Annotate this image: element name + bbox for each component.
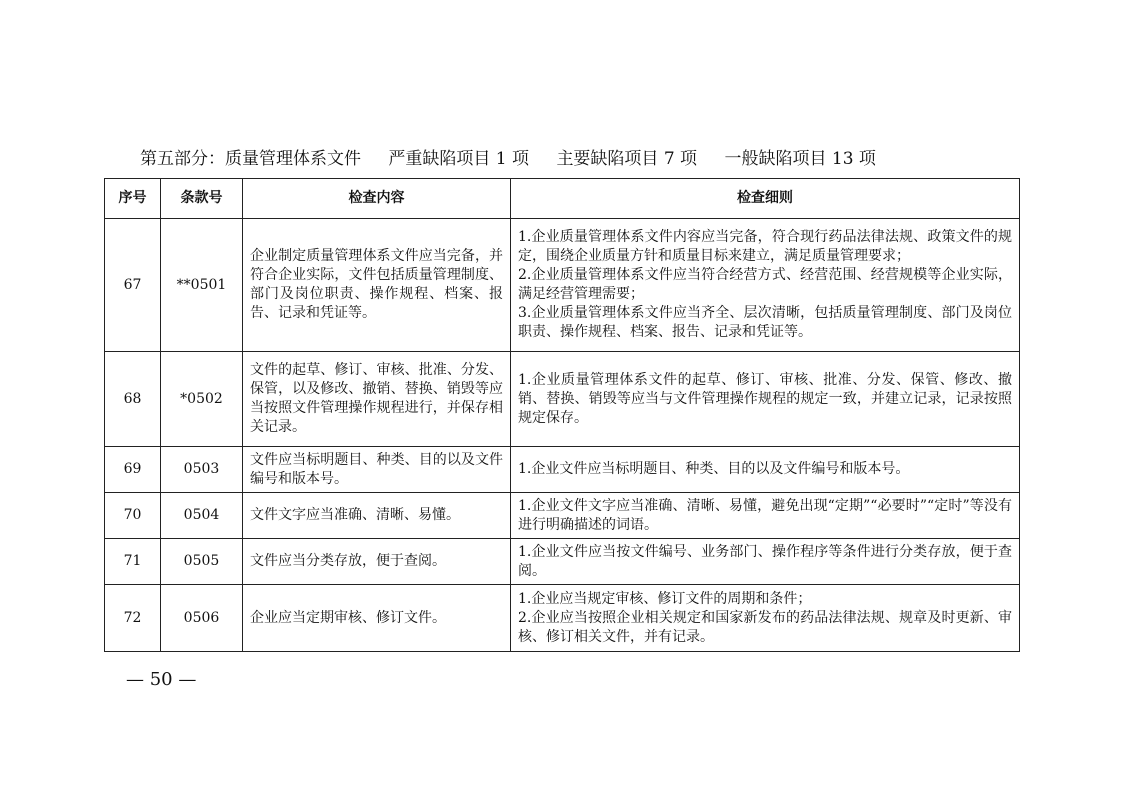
row-content: 企业应当定期审核、修订文件。 [243,585,511,652]
table-row [105,352,1020,447]
row-rules [511,539,1020,585]
row-serial-no: 68 [105,352,161,447]
row-rules [511,447,1020,493]
rule-item: 2.企业质量管理体系文件应当符合经营方式、经营范围、经营规模等企业实际，满足经营管理需要； [518,267,1012,302]
row-clause-no: *0502 [161,352,243,447]
row-clause-no: 0505 [161,539,243,585]
section-title: 第五部分：质量管理体系文件 [140,149,361,169]
row-serial-no: 72 [105,585,161,652]
major-defect-count: 主要缺陷项目 7 项 [556,149,698,169]
rule-item: 1.企业应当规定审核、修订文件的周期和条件； [518,590,812,607]
row-serial-no: 70 [105,493,161,539]
row-clause-no: 0506 [161,585,243,652]
row-rules [511,493,1020,539]
rule-item: 2.企业应当按照企业相关规定和国家新发布的药品法律法规、规章及时更新、审核、修订相关文件，并有记录。 [518,609,1012,645]
general-defect-count: 一般缺陷项目 13 项 [724,149,876,169]
table-header-row [105,179,1020,219]
row-serial-no: 71 [105,539,161,585]
row-clause-no: 0504 [161,493,243,539]
table-row [105,539,1020,585]
row-serial-no: 67 [105,219,161,352]
row-rules [511,585,1020,652]
header-clause-no: 条款号 [161,179,243,219]
row-serial-no: 69 [105,447,161,493]
rule-item: 1.企业质量管理体系文件内容应当完备，符合现行药品法律法规、政策文件的规定，围绕企业质量方针和质量目标来建立，满足质量管理要求； [518,229,1012,264]
row-content: 企业制定质量管理体系文件应当完备，并符合企业实际，文件包括质量管理制度、部门及岗位职责、操作规程、档案、报告、记录和凭证等。 [243,219,511,352]
row-content: 文件的起草、修订、审核、批准、分发、保管，以及修改、撤销、替换、销毁等应当按照文件管理操作规程进行，并保存相关记录。 [243,352,511,447]
rule-item: 3.企业质量管理体系文件应当齐全、层次清晰，包括质量管理制度、部门及岗位职责、操作规程、档案、报告、记录和凭证等。 [518,305,1012,340]
section-heading [104,146,1019,172]
row-content: 文件应当标明题目、种类、目的以及文件编号和版本号。 [243,447,511,493]
rule-item: 1.企业文件文字应当准确、清晰、易懂，避免出现“定期”“必要时”“定时”等没有进行明确描述的词语。 [518,497,1012,533]
row-rules [511,219,1020,352]
table-row [105,219,1020,352]
header-inspection-content: 检查内容 [243,179,511,219]
row-clause-no: 0503 [161,447,243,493]
table-row [105,585,1020,652]
page-number: — 50 — [126,669,197,690]
rule-item: 1.企业文件应当标明题目、种类、目的以及文件编号和版本号。 [518,461,910,477]
table-row [105,493,1020,539]
header-serial-no: 序号 [105,179,161,219]
table-row [105,447,1020,493]
row-clause-no: **0501 [161,219,243,352]
severe-defect-count: 严重缺陷项目 1 项 [388,149,530,169]
rule-item: 1.企业文件应当按文件编号、业务部门、操作程序等条件进行分类存放，便于查阅。 [518,543,1012,579]
row-content: 文件应当分类存放，便于查阅。 [243,539,511,585]
rule-item: 1.企业质量管理体系文件的起草、修订、审核、批准、分发、保管、修改、撤销、替换、销毁等应当与文件管理操作规程的规定一致，并建立记录，记录按照规定保存。 [518,371,1012,426]
header-inspection-rules: 检查细则 [511,179,1020,219]
row-rules [511,352,1020,447]
row-content: 文件文字应当准确、清晰、易懂。 [243,493,511,539]
inspection-table [104,178,1020,652]
